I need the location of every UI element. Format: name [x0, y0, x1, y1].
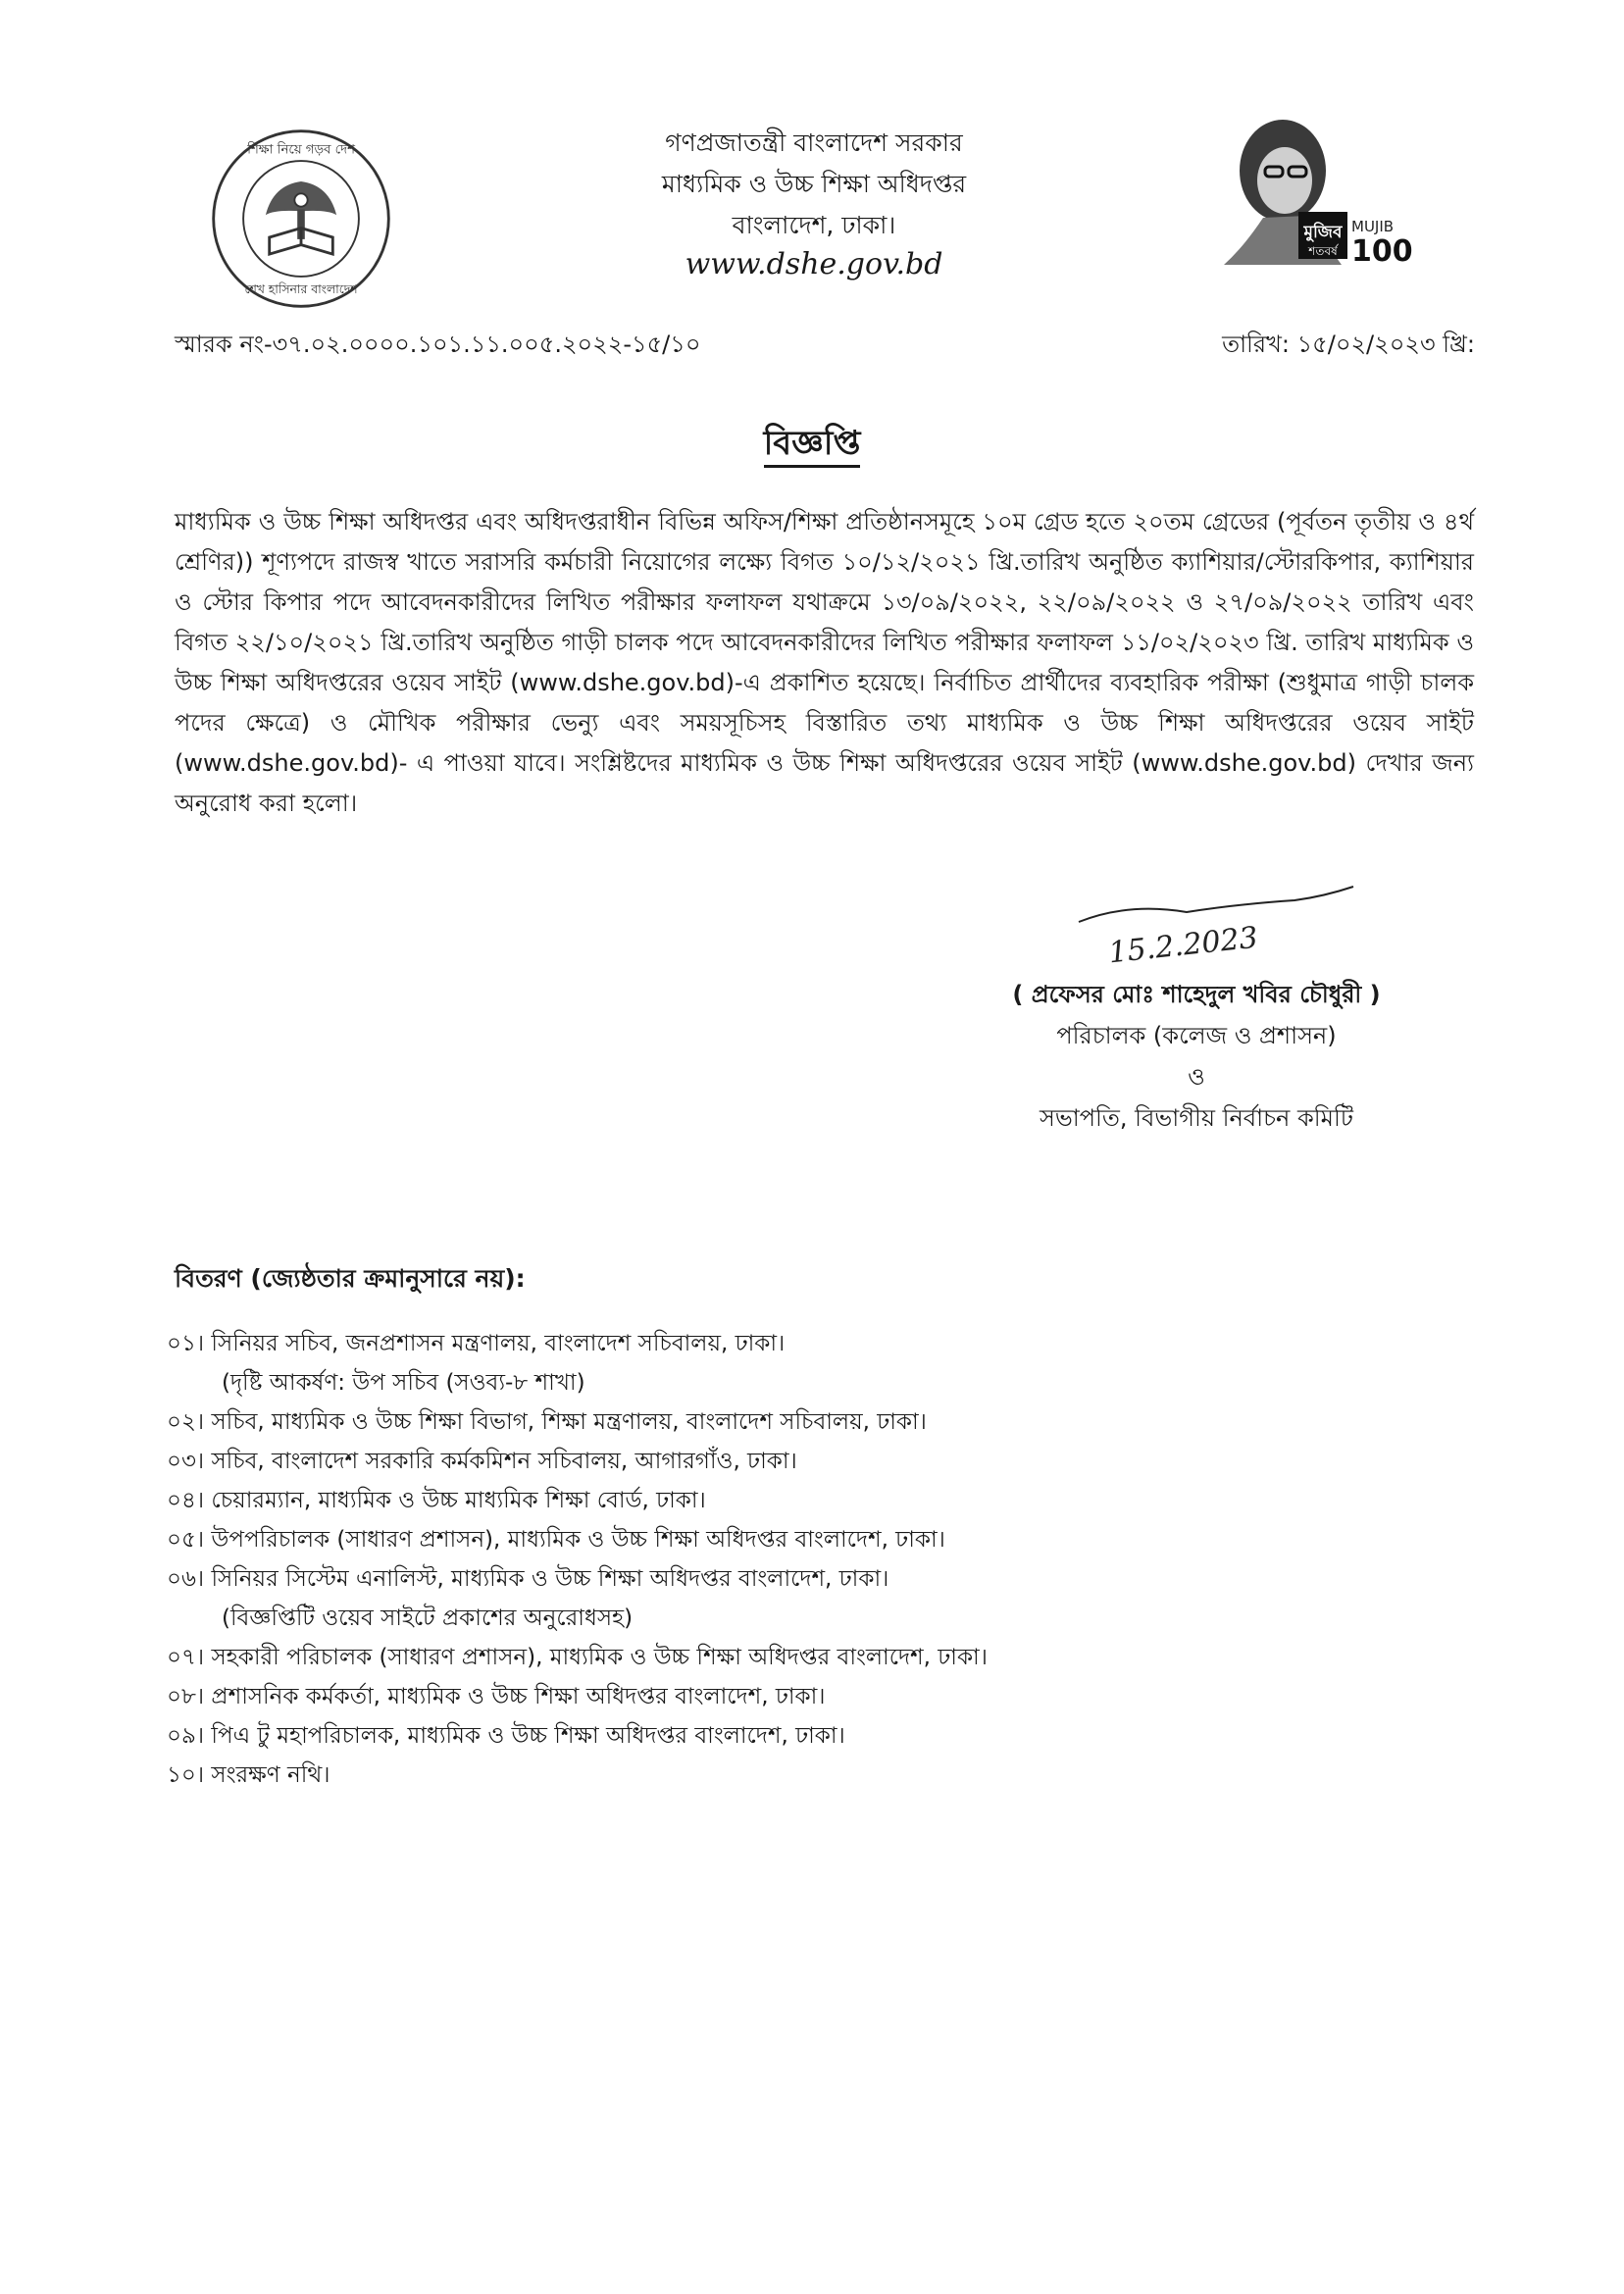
distribution-item: ০৮। প্রশাসনিক কর্মকর্তা, মাধ্যমিক ও উচ্চ শিক্ষা অধিদপ্তর বাংলাদেশ, ঢাকা। [167, 1684, 826, 1709]
memo-date: তারিখ: ১৫/০২/২০২৩ খ্রি: [1222, 331, 1475, 358]
distribution-list [167, 1324, 1471, 1795]
signatory-and: ও [1188, 1063, 1205, 1091]
distribution-item: ০৩। সচিব, বাংলাদেশ সরকারি কর্মকমিশন সচিবালয়, আগারগাঁও, ঢাকা। [167, 1449, 797, 1474]
hundred-text: 100 [1351, 234, 1413, 267]
distribution-item: ০৬। সিনিয়র সিস্টেম এনালিস্ট, মাধ্যমিক ও উচ্চ শিক্ষা অধিদপ্তর বাংলাদেশ, ঢাকা। [167, 1566, 889, 1592]
education-emblem-logo [208, 126, 394, 312]
mujib-bn-text: মুজিব [1303, 223, 1343, 242]
shotoborsho-text: শতবর্ষ [1308, 244, 1338, 258]
distribution-item: ০৯। পিএ টু মহাপরিচালক, মাধ্যমিক ও উচ্চ শিক্ষা অধিদপ্তর বাংলাদেশ, ঢাকা। [167, 1723, 845, 1749]
govt-name: গণপ্রজাতন্ত্রী বাংলাদেশ সরকার [665, 128, 963, 157]
distribution-item: ০৫। উপপরিচালক (সাধারণ প্রশাসন), মাধ্যমিক ও উচ্চ শিক্ষা অধিদপ্তর বাংলাদেশ, ঢাকা। [167, 1527, 945, 1553]
signatory-name: ( প্রফেসর মোঃ শাহেদুল খবির চৌধুরী ) [1012, 981, 1381, 1008]
directorate-name: মাধ্যমিক ও উচ্চ শিক্ষা অধিদপ্তর [661, 170, 967, 198]
notice-title: বিজ্ঞপ্তি [764, 424, 861, 468]
distribution-item: ০৭। সহকারী পরিচালক (সাধারণ প্রশাসন), মাধ্যমিক ও উচ্চ শিক্ষা অধিদপ্তর বাংলাদেশ, ঢাকা। [167, 1645, 988, 1670]
distribution-item: ১০। সংরক্ষণ নথি। [167, 1762, 330, 1788]
mujib-centenary-logo [1204, 110, 1436, 267]
distribution-item: ০২। সচিব, মাধ্যমিক ও উচ্চ শিক্ষা বিভাগ, শিক্ষা মন্ত্রণালয়, বাংলাদেশ সচিবালয়, ঢাকা। [167, 1409, 927, 1435]
notice-body: মাধ্যমিক ও উচ্চ শিক্ষা অধিদপ্তর এবং অধিদপ্তরাধীন বিভিন্ন অফিস/শিক্ষা প্রতিষ্ঠানসমূহে ১০ম গ্রেড হতে ২০তম গ্রেডের (পূর্বতন তৃতীয় ও ৪র্থ শ্রেণির)) শূণ্যপদে রাজস্ব খাতে সরাসরি কর্মচারী নিয়োগের লক্ষ্যে বিগত ১০/১২/২০২১ খ্রি.তারিখ অনুষ্ঠিত ক্যাশিয়ার/স্টোরকিপার, ক্যাশিয়ার ও স্টোর কিপার পদে আবেদনকারীদের লিখিত পরীক্ষার ফলাফল যথাক্রমে ১৩/০৯/২০২২, ২২/০৯/২০২২ ও ২৭/০৯/২০২২ তারিখ এবং বিগত ২২/১০/২০২১ খ্রি.তারিখ অনুষ্ঠিত গাড়ী চালক পদে আবেদনকারীদের লিখিত পরীক্ষার ফলাফল ১১/০২/২০২৩ খ্রি. তারিখ মাধ্যমিক ও উচ্চ শিক্ষা অধিদপ্তরের ওয়েব সাইট (www.dshe.gov.bd)-এ প্রকাশিত হয়েছে। নির্বাচিত প্রার্থীদের ব্যবহারিক পরীক্ষা (শুধুমাত্র গাড়ী চালক পদের ক্ষেত্রে) ও মৌখিক পরীক্ষার ভেন্যু এবং সময়সূচিসহ বিস্তারিত তথ্য মাধ্যমিক ও উচ্চ শিক্ষা অধিদপ্তরের ওয়েব সাইট (www.dshe.gov.bd)- এ পাওয়া যাবে। সংশ্লিষ্টদের মাধ্যমিক ও উচ্চ শিক্ষা অধিদপ্তরের ওয়েব সাইট (www.dshe.gov.bd) দেখার জন্য অনুরোধ করা হলো। [175, 508, 1474, 817]
distribution-note: (বিজ্ঞপ্তিটি ওয়েব সাইটে প্রকাশের অনুরোধসহ) [222, 1606, 634, 1631]
distribution-item: ০৪। চেয়ারম্যান, মাধ্যমিক ও উচ্চ মাধ্যমিক শিক্ষা বোর্ড, ঢাকা। [167, 1488, 706, 1513]
mujib-en-text: MUJIB [1351, 218, 1395, 235]
memo-number: স্মারক নং-৩৭.০২.০০০০.১০১.১১.০০৫.২০২২-১৫/১০ [175, 331, 701, 358]
office-location: বাংলাদেশ, ঢাকা। [732, 211, 896, 239]
signatory-designation: পরিচালক (কলেজ ও প্রশাসন) [1056, 1022, 1337, 1049]
distribution-title: বিতরণ (জ্যেষ্ঠতার ক্রমানুসারে নয়): [175, 1264, 526, 1293]
distribution-note: (দৃষ্টি আকর্ষণ: উপ সচিব (সওব্য-৮ শাখা) [222, 1370, 585, 1396]
notice-title-wrap [0, 418, 1624, 474]
website-link[interactable]: www.dshe.gov.bd [685, 247, 943, 281]
emblem-bottom-text: শেখ হাসিনার বাংলাদেশ [244, 282, 358, 296]
handwritten-signature [1069, 883, 1363, 971]
distribution-item: ০১। সিনিয়র সচিব, জনপ্রশাসন মন্ত্রণালয়, বাংলাদেশ সচিবালয়, ঢাকা। [167, 1331, 786, 1356]
signature-date: 15.2.2023 [1106, 920, 1260, 971]
signatory-committee: সভাপতি, বিভাগীয় নির্বাচন কমিটি [1040, 1104, 1353, 1132]
emblem-top-text: শিক্ষা নিয়ে গড়ব দেশ [247, 142, 355, 158]
